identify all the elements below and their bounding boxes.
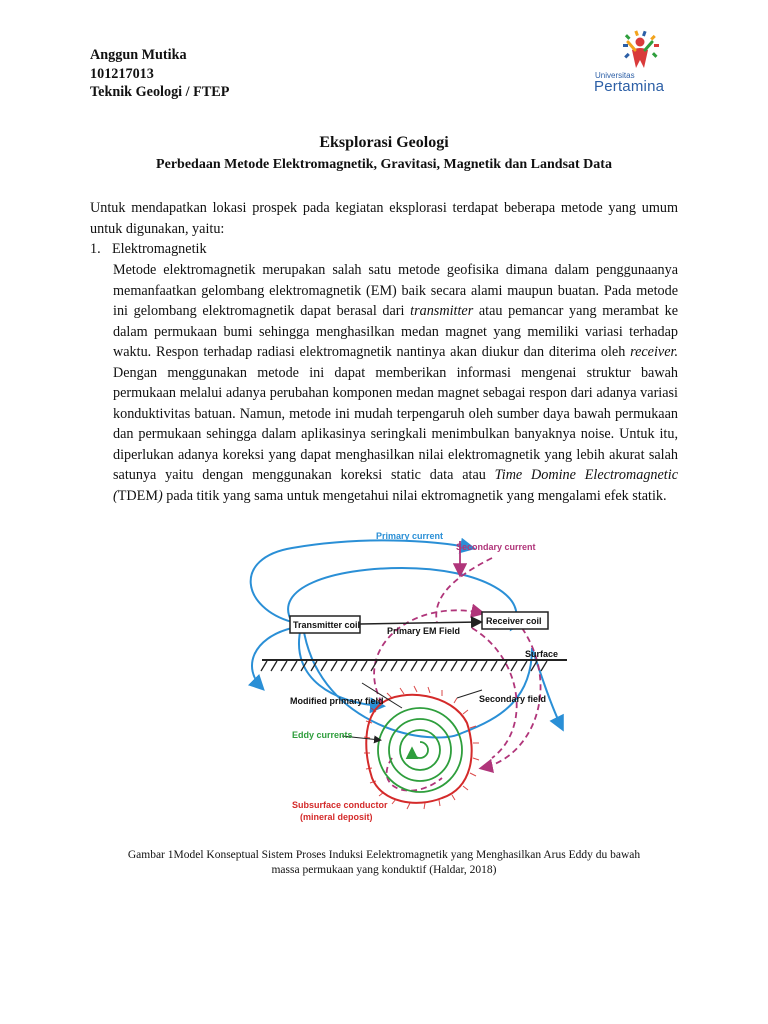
em-induction-diagram <box>232 528 572 833</box>
caption-line-2: massa permukaan yang konduktif (Haldar, 2018) <box>271 864 497 876</box>
primary-field-lines <box>251 540 562 737</box>
intro-paragraph: Untuk mendapatkan lokasi prospek pada kegiatan eksplorasi terdapat beberapa metode yang umum untuk digunakan, yaitu: <box>90 200 678 237</box>
paragraph-italic: Time Domine Electromagnetic ( <box>113 467 678 504</box>
list-item <box>90 239 207 260</box>
logo-figure-icon <box>588 28 688 74</box>
label-receiver-coil: Receiver coil <box>486 616 542 626</box>
label-transmitter-coil: Transmitter coil <box>293 620 361 630</box>
label-eddy-currents: Eddy currents <box>292 730 353 740</box>
page-title: Eksplorasi Geologi <box>319 134 449 151</box>
label-subsurface-conductor: Subsurface conductor <box>292 800 388 810</box>
label-primary-em-field: Primary EM Field <box>387 626 461 636</box>
logo-big-text: Pertamina <box>594 78 665 95</box>
figure-caption <box>90 848 678 878</box>
label-secondary-current: Secondary current <box>456 542 536 552</box>
conductor-outline <box>366 695 471 803</box>
paragraph-italic: transmitter <box>410 303 474 319</box>
caption-line-1: Gambar 1Model Konseptual Sistem Proses Induksi Eelektromagnetik yang Menghasilkan Arus Eddy du bawah <box>127 849 641 861</box>
page-subtitle: Perbedaan Metode Elektromagnetik, Gravitasi, Magnetik dan Landsat Data <box>156 157 612 172</box>
author-block <box>90 46 229 102</box>
eddy-spiral <box>378 708 462 792</box>
paragraph-text: atau pemancar yang merambat ke dalam permukaan bumi sehingga menghasilkan medan magnet yang memiliki variasi terhadap waktu. Respon terhadap radiasi elektromagnetik nantinya akan diukur dan diterima oleh <box>113 303 678 360</box>
paragraph-text: Metode elektromagnetik merupakan salah satu metode geofisika dimana dalam penggunaanya memanfaatkan gelombang elektromagnetik (EM) baik secara alami maupun buatan. Pada metode ini gelombang elektromagnetik dapat berasal dari <box>113 262 678 319</box>
label-primary-current: Primary current <box>376 531 444 541</box>
list-item-number: 1. <box>90 241 101 257</box>
label-modified-primary-field: Modified primary field <box>290 696 384 706</box>
paragraph-italic: ) <box>157 487 163 504</box>
department: Teknik Geologi / FTEP <box>90 84 230 100</box>
label-mineral-deposit: (mineral deposit) <box>300 812 373 822</box>
label-surface: Surface <box>525 649 559 659</box>
paragraph-italic: receiver. <box>630 344 678 360</box>
paragraph-text: pada titik yang sama untuk mengetahui nilai ektromagnetik yang mengalami efek statik. <box>162 487 667 504</box>
paragraph-text: Dengan menggunakan metode ini dapat memberikan informasi mengenai struktur bawah permukaan melalui adanya perubahan komponen medan magnet sebagai respon dari adanya variasi konduktivitas batuan. Namun, metode ini mudah terpengaruh oleh sumber daya bawah permukaan dan permukaan sehingga dalam aplikasinya seringkali menimbulkan banyaknya noise. Untuk itu, diperlukan adanya koreksi yang dapat menghasilkan nilai elektromagnetik yang lebih akurat salah satunya yaitu dengan menggunakan koreksi static data atau <box>113 364 678 483</box>
body-paragraph <box>113 260 678 506</box>
secondary-field-lines <box>374 541 540 791</box>
label-secondary-field: Secondary field <box>479 694 547 704</box>
logo-small-text: Universitas <box>595 71 635 80</box>
surface-line <box>261 660 567 671</box>
list-item-label: Elektromagnetik <box>112 241 207 257</box>
author-name: Anggun Mutika <box>90 47 187 63</box>
paragraph-text: TDEM <box>117 487 158 504</box>
university-logo <box>588 28 688 98</box>
primary-em-arrow <box>360 622 480 624</box>
student-id: 101217013 <box>90 65 154 82</box>
